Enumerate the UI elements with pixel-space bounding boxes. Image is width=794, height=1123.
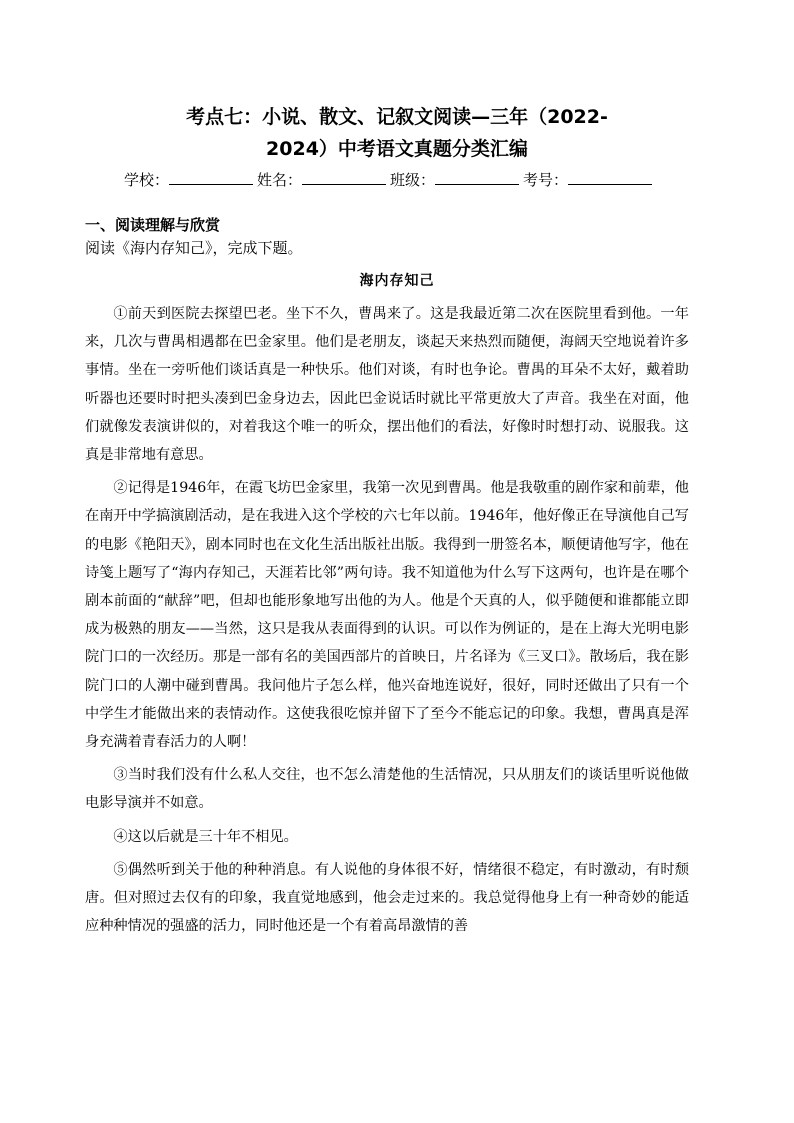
article-body (85, 300, 689, 945)
class-blank[interactable] (435, 170, 519, 185)
article-title: 海内存知己 (359, 273, 435, 289)
name-blank[interactable] (302, 170, 386, 185)
class-label: 班级： (390, 171, 436, 189)
article-paragraph-4: ④这以后就是三十年不相见。 (113, 828, 298, 845)
section-heading: 一、阅读理解与欣赏 (85, 216, 221, 234)
page-title-line1: 考点七：小说、散文、记叙文阅读—三年（2022- (186, 106, 608, 128)
number-label: 考号： (523, 171, 569, 189)
article-paragraph-5: ⑤偶然听到关于他的种种消息。有人说他的身体很不好，情绪很不稳定，有时激动，有时颓唐。但对照过去仅有的印象，我直觉地感到，他会走过来的。我总觉得他身上有一种奇妙的能适应种种情况的强盛的活力，同时他还是一个有着高昂激情的善 (85, 861, 689, 935)
article-paragraph-2: ②记得是1946年，在霞飞坊巴金家里，我第一次见到曹禺。他是我敬重的剧作家和前辈，他在南开中学搞演剧活动，是在我进入这个学校的六七年以前。1946年，他好像正在导演他自己写的电影《艳阳天》，剧本同时也在文化生活出版社出版。我得到一册签名本，顺便请他写字，他在诗笺上题写了“海内存知己，天涯若比邻”两句诗。我不知道他为什么写下这两句，也许是在哪个剧本前面的“献辞”吧，但却也能形象地写出他的为人。他是个天真的人，似乎随便和谁都能立即成为极熟的朋友——当然，这只是我从表面得到的认识。可以作为例证的，是在上海大光明电影院门口的一次经历。那是一部有名的美国西部片的首映日，片名译为《三叉口》。散场后，我在影院门口的人潮中碰到曹禺。我问他片子怎么样，他兴奋地连说好，很好，同时还做出了只有一个中学生才能做出来的表情动作。这使我很吃惊并留下了至今不能忘记的印象。我想，曹禺真是浑身充满着青春活力的人啊！ (85, 480, 689, 751)
name-label: 姓名： (257, 171, 303, 189)
reading-instruction: 阅读《海内存知己》，完成下题。 (85, 239, 303, 257)
student-info-row (124, 168, 684, 192)
school-label: 学校： (124, 171, 170, 189)
article-paragraph-3: ③当时我们没有什么私人交往，也不怎么清楚他的生活情况，只从朋友们的谈话里听说他做电影导演并不如意。 (85, 767, 689, 812)
article-paragraph-1: ①前天到医院去探望巴老。坐下不久，曹禺来了。这是我最近第二次在医院里看到他。一年来，几次与曹禺相遇都在巴金家里。他们是老朋友，谈起天来热烈而随便，海阔天空地说着许多事情。坐在一旁听他们谈话真是一种快乐。他们对谈，有时也争论。曹禺的耳朵不太好，戴着助听器也还要时时把头凑到巴金身边去，因此巴金说话时就比平常更放大了声音。我坐在对面，他们就像发表演讲似的，对着我这个唯一的听众，摆出他们的看法，好像时时想打动、说服我。这真是非常地有意思。 (85, 306, 689, 464)
school-blank[interactable] (169, 170, 253, 185)
number-blank[interactable] (568, 170, 652, 185)
page-title-line2: 2024）中考语文真题分类汇编 (266, 138, 528, 160)
